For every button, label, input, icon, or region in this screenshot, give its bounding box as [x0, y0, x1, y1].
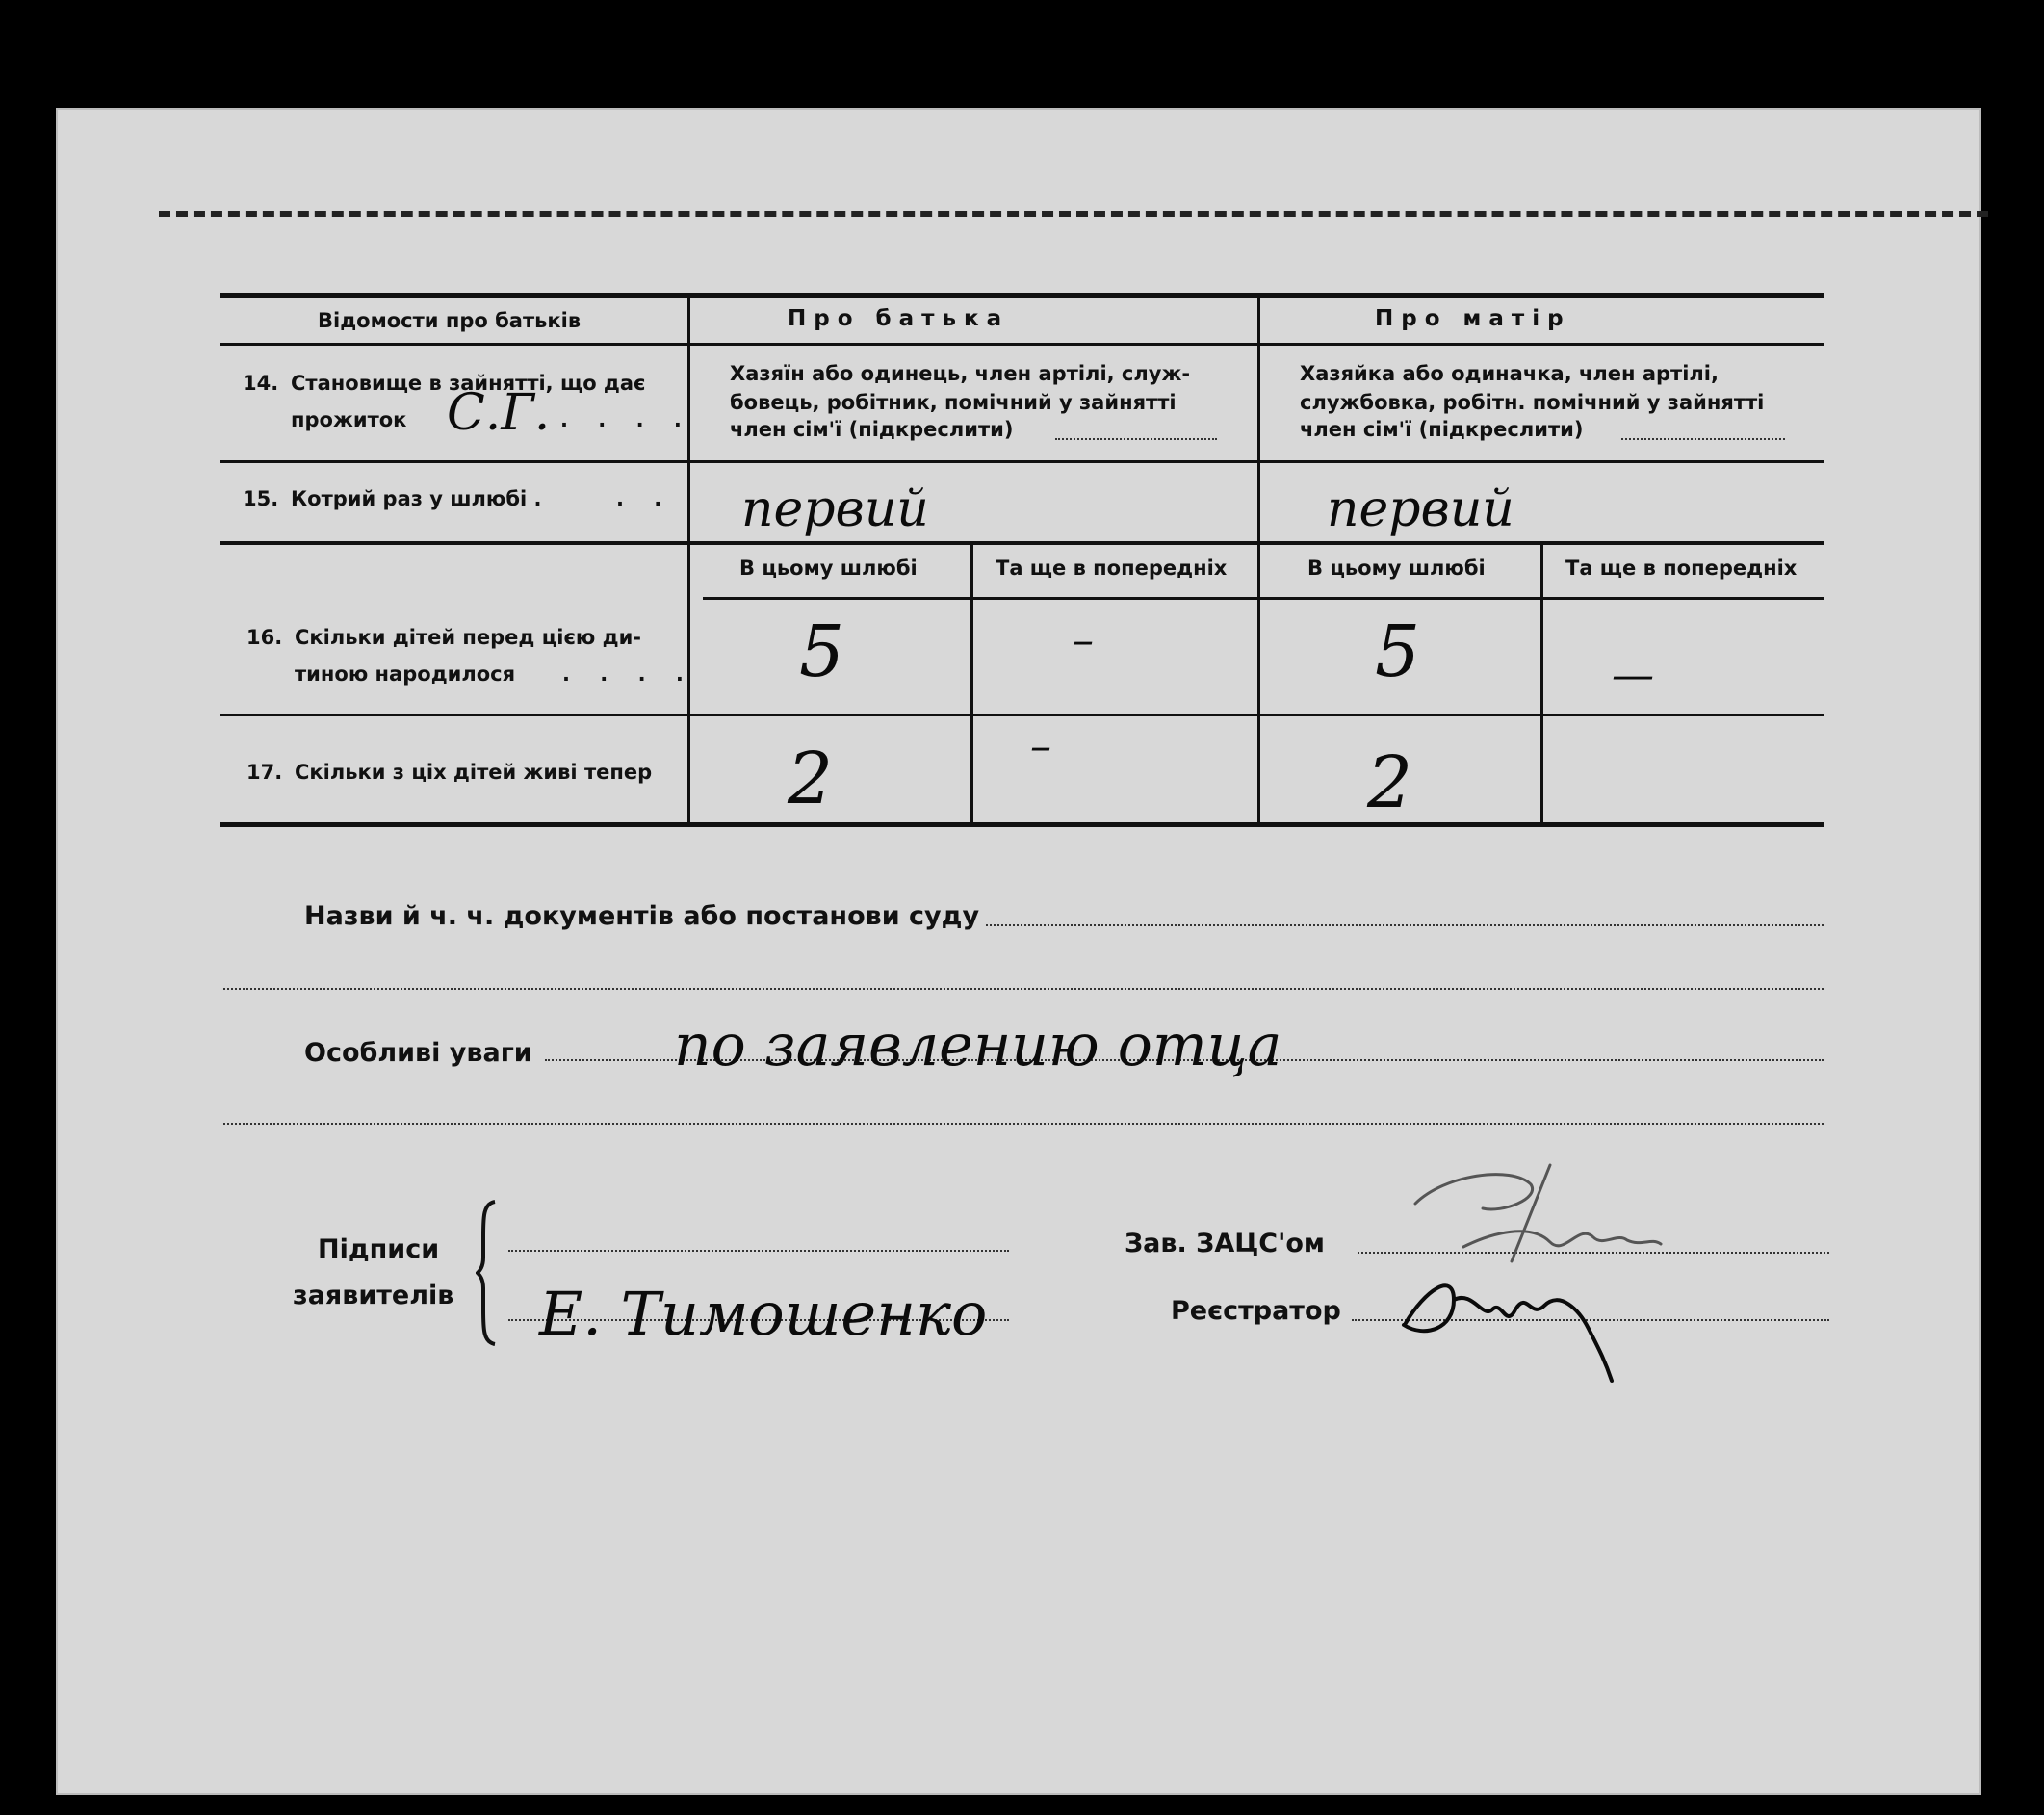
row14-mother-line2: службовка, робітн. помічний у зайнятті: [1300, 391, 1765, 414]
table-bottom-rule: [220, 822, 1824, 827]
head-of-office-label: Зав. ЗАЦС'ом: [1125, 1229, 1325, 1258]
registrar-signature: [1386, 1252, 1675, 1387]
svg-text:Е. Тимошенко: Е. Тимошенко: [539, 1279, 988, 1349]
row16-mother-prev: [1610, 651, 1706, 700]
row17-label: Скільки з ціх дітей живі тепер: [295, 761, 653, 784]
row16-label-dots: . . . .: [562, 662, 695, 686]
row14-father-line1: Хазяїн або одинець, член артілі, служ-: [730, 362, 1191, 385]
svg-text:5: 5: [799, 610, 845, 693]
svg-text:по заявлению отца: по заявлению отца: [674, 1012, 1282, 1079]
row17-mother-this: [1361, 736, 1467, 822]
svg-text:первий: первий: [1327, 480, 1514, 538]
row14-rule: [220, 460, 1824, 463]
col-divider-father-sub: [970, 545, 973, 824]
header-rule: [220, 343, 1824, 346]
row16-rule: [220, 714, 1824, 716]
documents-label: Назви й ч. ч. документів або постанови суду: [304, 901, 980, 931]
col-divider-2: [1257, 293, 1260, 824]
col-divider-mother-sub: [1540, 545, 1543, 824]
svg-text:—: —: [1612, 651, 1654, 700]
header-father: П р о б а т ь к а: [788, 306, 1002, 331]
special-notes-label: Особливі уваги: [304, 1038, 532, 1068]
form-sheet: [56, 108, 1981, 1795]
row16-label-line2: тиною народилося: [295, 662, 516, 686]
svg-text:первий: первий: [741, 480, 929, 538]
svg-text:–: –: [1030, 722, 1051, 771]
row17-mother-prev: [1579, 751, 1637, 790]
special-notes-value: [674, 1001, 1617, 1088]
documents-dots-1: [986, 924, 1824, 926]
row15-label: Котрий раз у шлюбі .: [291, 487, 542, 510]
row16-father-prev: [1069, 616, 1126, 665]
row17-father-prev: [1026, 722, 1084, 771]
row15-number: 15.: [243, 487, 279, 510]
row17-father-this: [782, 732, 888, 818]
row16-number: 16.: [246, 626, 283, 649]
row14-handwritten: [445, 381, 551, 443]
subheader-rule: [703, 597, 1824, 600]
svg-text:2: 2: [788, 738, 834, 820]
col-divider-1: [687, 293, 690, 824]
subheader-father-this: В цьому шлюбі: [739, 557, 918, 580]
signature-line-1: [508, 1250, 1009, 1252]
applicant-signature: [539, 1271, 1021, 1358]
svg-text:2: 2: [1367, 741, 1413, 824]
registrar-label: Реєстратор: [1171, 1296, 1341, 1326]
row14-father-line2: бовець, робітник, помічний у зайнятті: [730, 391, 1177, 414]
svg-text:С.Г.: С.Г.: [447, 384, 551, 442]
signatures-brace: [476, 1198, 505, 1348]
row17-number: 17.: [246, 761, 283, 784]
row14-label-dots: . . . .: [560, 408, 693, 431]
row14-number: 14.: [243, 372, 279, 395]
header-mother: П р о м а т і р: [1375, 306, 1564, 331]
row14-mother-line3: член сім'ї (підкреслити): [1300, 418, 1584, 441]
row16-label-line1: Скільки дітей перед цією ди-: [295, 626, 642, 649]
header-col-label: Відомости про батьків: [318, 309, 582, 332]
row14-label-line1: Становище в зайнятті, що дає: [291, 372, 646, 395]
row14-mother-dots: [1621, 438, 1785, 440]
row15-label-dots: . .: [616, 487, 674, 510]
row14-father-dots: [1055, 438, 1217, 440]
perforation-line: [159, 211, 1988, 217]
row15-father-value: [741, 470, 1088, 547]
signatures-label-line1: Підписи: [318, 1234, 440, 1264]
subheader-mother-prev: Та ще в попередніх: [1565, 557, 1798, 580]
row16-father-this: [789, 607, 876, 693]
documents-dots-2: [223, 988, 1824, 990]
row14-label-line2: прожиток: [291, 408, 407, 431]
row14-father-line3: член сім'ї (підкреслити): [730, 418, 1014, 441]
svg-text:–: –: [1073, 616, 1094, 665]
row16-mother-this: [1365, 607, 1452, 693]
row15-mother-value: [1327, 470, 1673, 547]
svg-text:5: 5: [1375, 610, 1421, 693]
subheader-mother-this: В цьому шлюбі: [1307, 557, 1486, 580]
subheader-father-prev: Та ще в попередніх: [996, 557, 1228, 580]
special-notes-dots-2: [223, 1123, 1824, 1125]
signatures-label-line2: заявителів: [293, 1281, 454, 1310]
row14-mother-line1: Хазяйка або одиначка, член артілі,: [1300, 362, 1719, 385]
table-top-rule: [220, 293, 1824, 298]
